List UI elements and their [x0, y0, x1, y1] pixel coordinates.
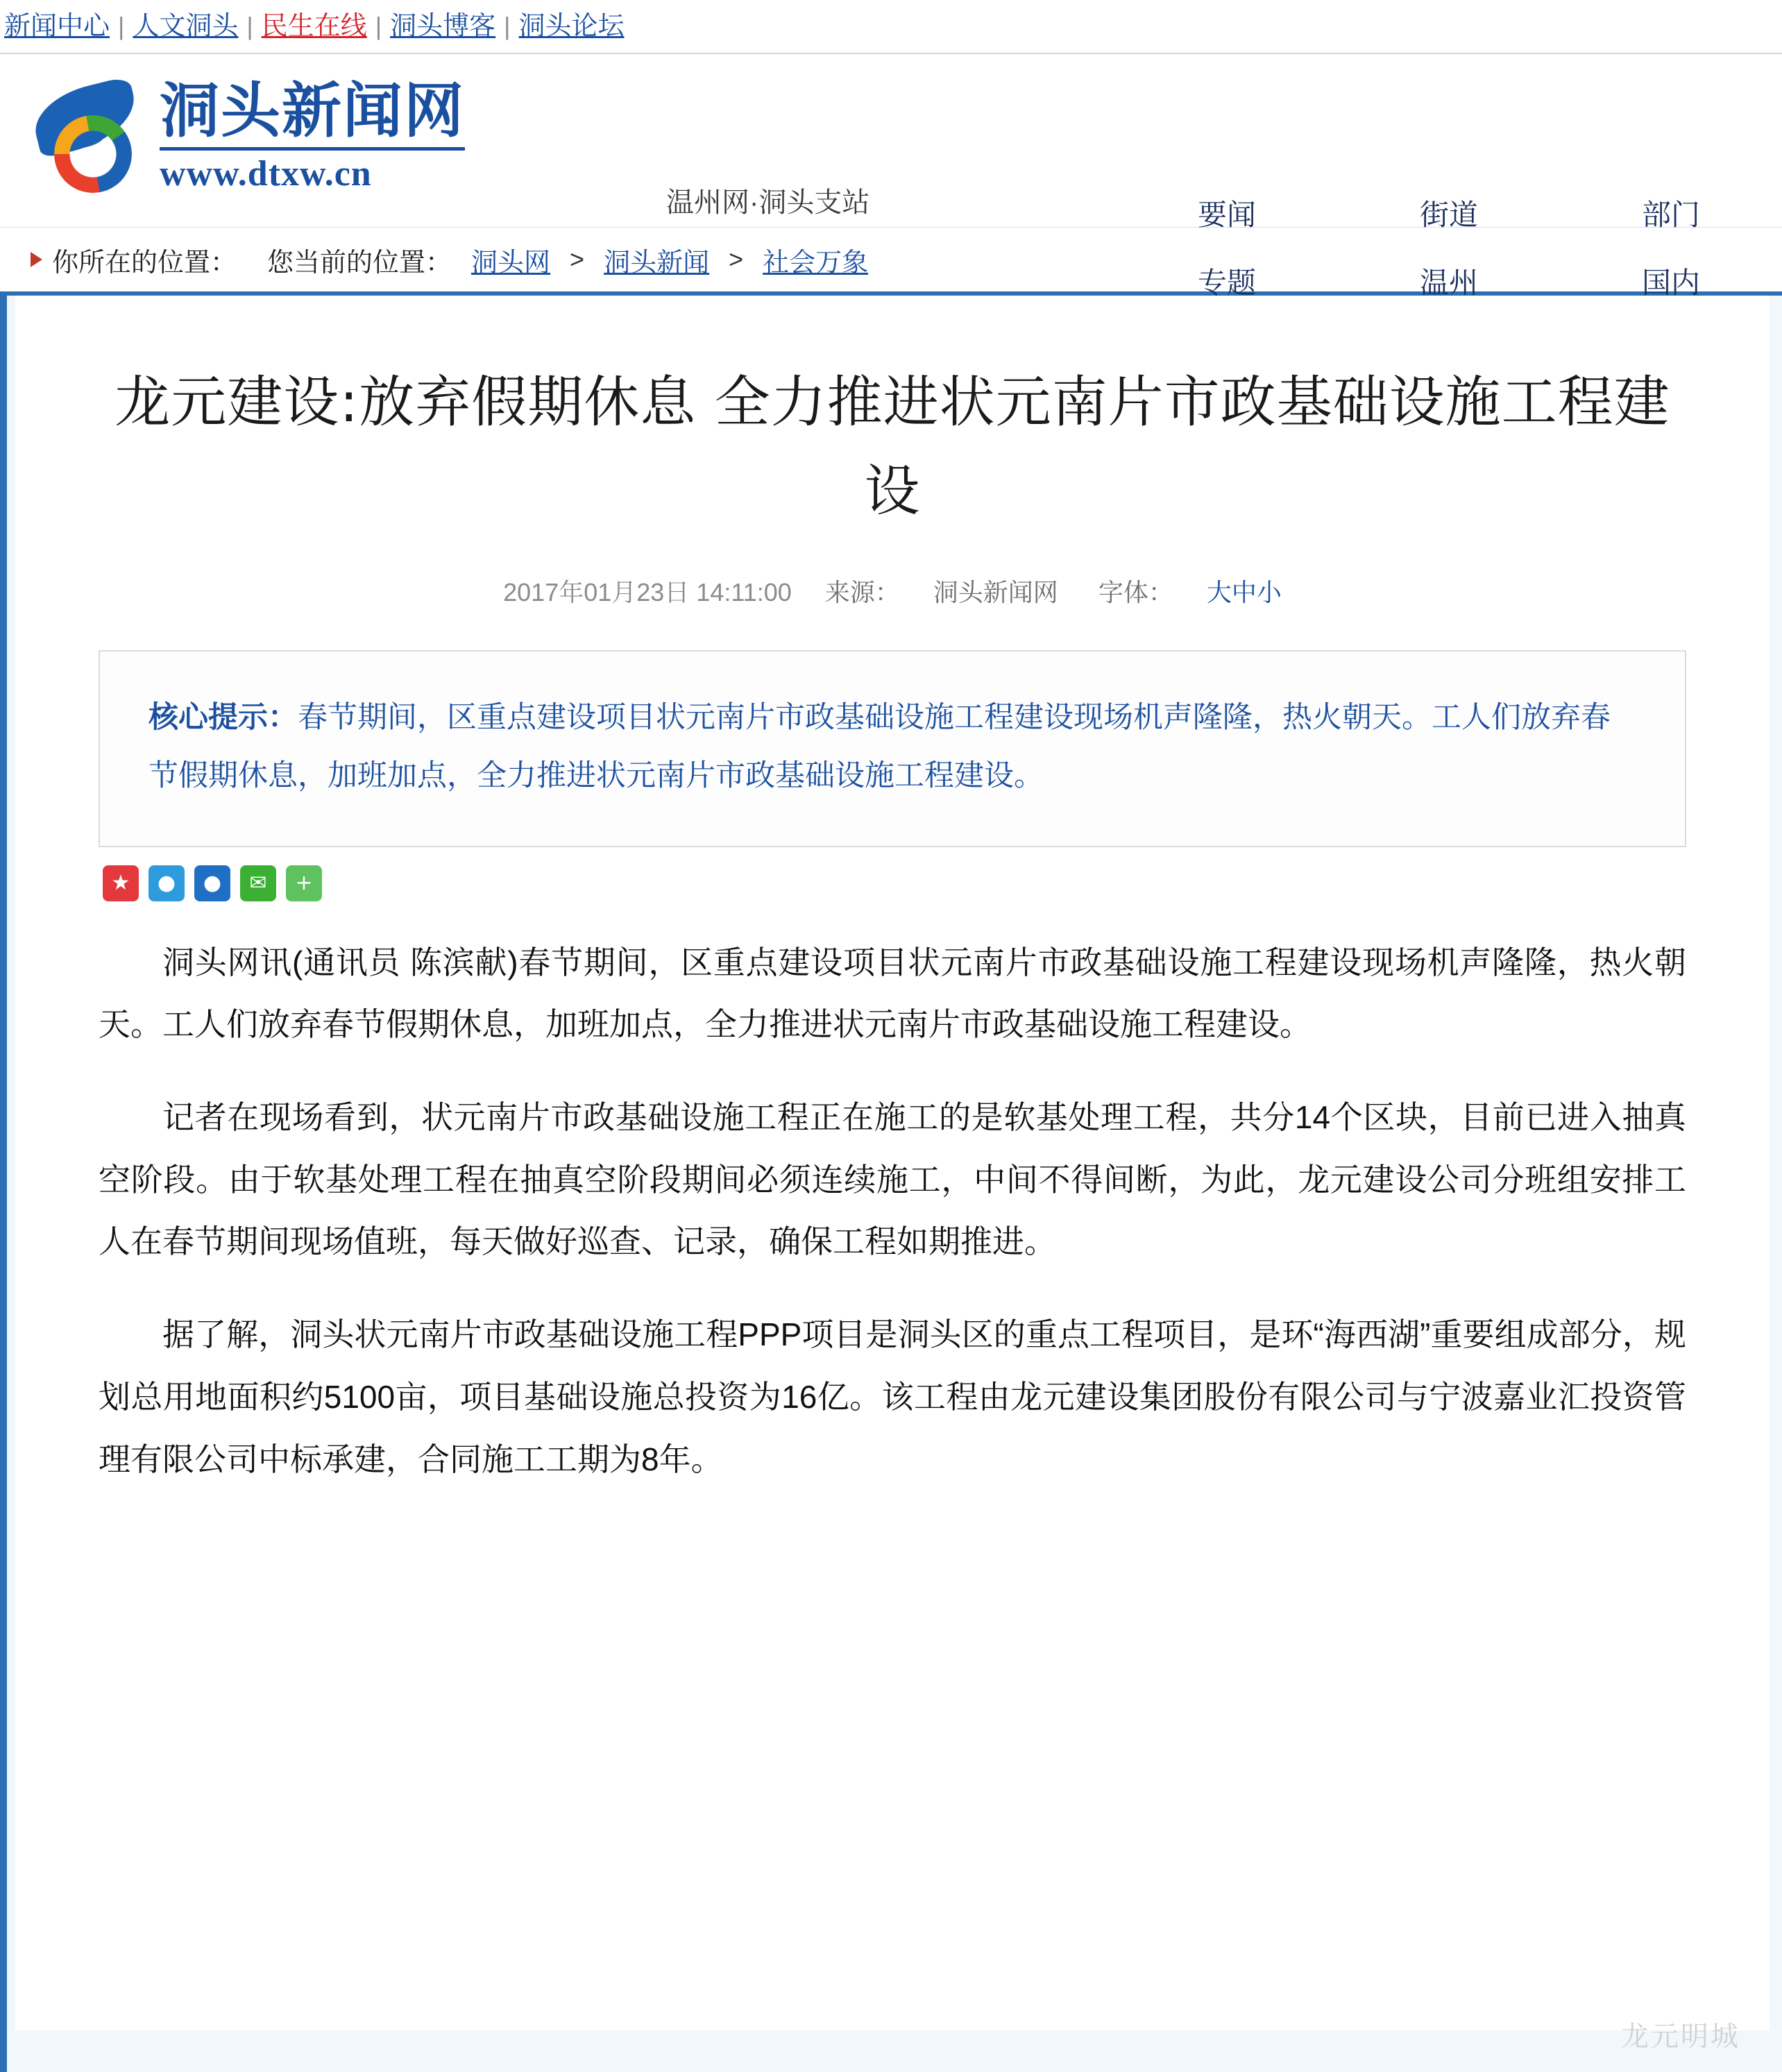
- nav-item-bumen[interactable]: 部门: [1641, 198, 1700, 231]
- breadcrumb-label: 你所在的位置：: [52, 248, 237, 278]
- source-label: 来源：: [824, 578, 900, 606]
- topbar-link-blog[interactable]: 洞头博客: [390, 12, 496, 41]
- share-bar: [103, 865, 1686, 901]
- logo-title-cn: 洞头新闻网: [160, 76, 465, 146]
- topbar-separator: |: [375, 12, 382, 40]
- summary-text: 春节期间，区重点建设项目状元南片市政基础设施工程建设现场机声隆隆，热火朝天。工人们放弃春节假期休息，加班加点，全力推进状元南片市政基础设施工程建设。: [148, 701, 1611, 792]
- site-logo[interactable]: [24, 76, 465, 198]
- topbar-separator: |: [118, 12, 125, 40]
- font-size-label: 字体：: [1098, 578, 1173, 606]
- breadcrumb-item-society[interactable]: 社会万象: [763, 248, 869, 278]
- topbar-separator: |: [504, 12, 511, 40]
- article-paragraph: 据了解，洞头状元南片市政基础设施工程PPP项目是洞头区的重点工程项目，是环“海西湖”重要组成部分，规划总用地面积约5100亩，项目基础设施总投资为16亿。该工程由龙元建设集团股份有限公司与宁波嘉业汇投资管理有限公司中标承建，合同施工工期为8年。: [99, 1316, 1686, 1477]
- publish-date: 2017年01月23日 14:11:00: [503, 578, 792, 606]
- nav-item-guonei[interactable]: 国内: [1641, 266, 1700, 299]
- article-container: [15, 296, 1770, 2030]
- wechat-icon[interactable]: ✉: [240, 865, 276, 901]
- phoenix-logo-icon: [24, 76, 155, 198]
- more-share-icon[interactable]: +: [286, 865, 322, 901]
- topbar-link-culture[interactable]: 人文洞头: [133, 12, 239, 41]
- article-paragraph: 记者在现场看到，状元南片市政基础设施工程正在施工的是软基处理工程，共分14个区块，目前已进入抽真空阶段。由于软基处理工程在抽真空阶段期间必须连续施工，中间不得间断，为此，龙元建设公司分班组安排工人在春节期间现场值班，每天做好巡查、记录，确保工程如期推进。: [99, 1099, 1686, 1260]
- topbar-separator: |: [246, 12, 253, 40]
- breadcrumb-label-secondary: 您当前的位置：: [267, 248, 452, 278]
- nav-item-zhuanti[interactable]: 专题: [1197, 266, 1256, 299]
- nav-item-jiedao[interactable]: 街道: [1419, 198, 1478, 231]
- logo-text: [160, 76, 465, 194]
- nav-item-yaowen[interactable]: 要闻: [1197, 198, 1256, 231]
- watermark: 龙元明城: [1621, 2021, 1740, 2052]
- topbar-link-livelihood[interactable]: 民生在线: [261, 12, 367, 41]
- qzone-icon[interactable]: ●: [148, 865, 185, 901]
- page-body: [0, 296, 1782, 2072]
- sina-weibo-icon[interactable]: ★: [103, 865, 139, 901]
- article-meta: [99, 573, 1686, 609]
- article-summary: [99, 650, 1686, 847]
- summary-label: 核心提示：: [148, 701, 298, 734]
- triangle-right-icon: [31, 252, 42, 267]
- logo-title-en: www.dtxw.cn: [160, 147, 465, 194]
- breadcrumb-separator: >: [570, 245, 585, 273]
- page-title: 龙元建设:放弃假期休息 全力推进状元南片市政基础设施工程建设: [114, 370, 1670, 523]
- renren-icon[interactable]: ●: [194, 865, 230, 901]
- font-size-options[interactable]: 大中小: [1206, 578, 1282, 606]
- article-paragraph: 洞头网讯(通讯员 陈滨献)春节期间，区重点建设项目状元南片市政基础设施工程建设现场机声隆隆，热火朝天。工人们放弃春节假期休息，加班加点，全力推进状元南片市政基础设施工程建设。: [99, 944, 1686, 1043]
- topbar-link-news-center[interactable]: 新闻中心: [4, 12, 110, 41]
- top-nav-bar: [0, 0, 1782, 54]
- main-nav: [1116, 179, 1782, 315]
- breadcrumb-item-dongtou-net[interactable]: 洞头网: [471, 248, 551, 278]
- source-value: 洞头新闻网: [933, 578, 1058, 606]
- breadcrumb-item-dongtou-news[interactable]: 洞头新闻: [604, 248, 710, 278]
- nav-item-wenzhou[interactable]: 温州: [1419, 266, 1478, 299]
- site-subtitle: 温州网·洞头支站: [666, 187, 870, 218]
- breadcrumb-separator: >: [729, 245, 744, 273]
- topbar-link-forum[interactable]: 洞头论坛: [518, 12, 625, 41]
